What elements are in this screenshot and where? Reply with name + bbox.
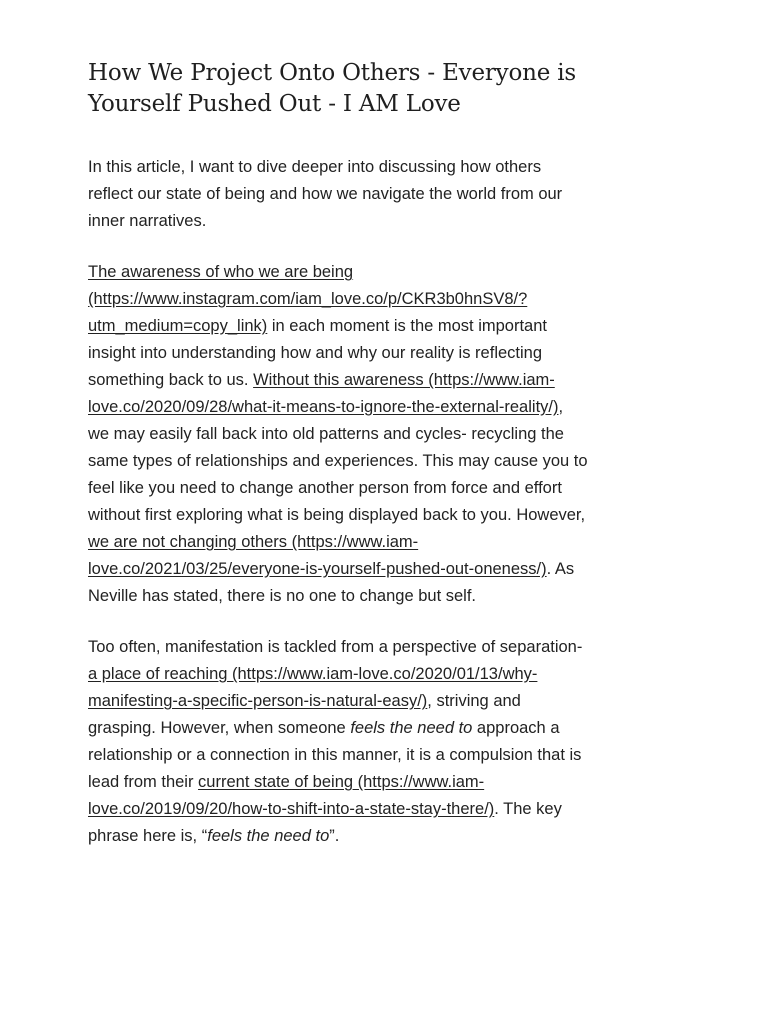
place-of-reaching-link[interactable]: a place of reaching (https://www.iam-love.co/2020/01/13/why-manifesting-a-specific-person-is-natural-easy/): [88, 665, 538, 710]
without-awareness-link[interactable]: Without this awareness (https://www.iam-love.co/2020/09/28/what-it-means-to-ignore-the-external-reality/): [88, 371, 559, 416]
current-state-link[interactable]: current state of being (https://www.iam-love.co/2019/09/20/how-to-shift-into-a-state-stay-there/): [88, 773, 495, 818]
not-changing-others-link[interactable]: we are not changing others (https://www.iam-love.co/2021/03/25/everyone-is-yourself-pushed-out-oneness/): [88, 533, 547, 578]
awareness-paragraph: [88, 259, 588, 610]
awareness-instagram-link[interactable]: The awareness of who we are being (https://www.instagram.com/iam_love.co/p/CKR3b0hnSV8/?utm_medium=copy_link): [88, 263, 528, 335]
paragraph-text: , we may easily fall back into old patterns and cycles- recycling the same types of relationships and experiences. This may cause you to feel like you need to change another person from force and effort without first exploring what is being displayed back to you. However,: [88, 398, 588, 524]
paragraph-text: . As Neville has stated, there is no one to change but self.: [88, 560, 575, 605]
paragraph-text: Too often, manifestation is tackled from a perspective of separation-: [88, 638, 583, 656]
paragraph-text: , striving and grasping. However, when someone: [88, 692, 521, 737]
manifestation-paragraph: [88, 634, 588, 850]
intro-paragraph: In this article, I want to dive deeper into discussing how others reflect our state of being and how we navigate the world from our inner narratives.: [88, 158, 563, 230]
emphasis-text: feels the need to: [350, 719, 473, 737]
paragraph-text: in each moment is the most important insight into understanding how and why our reality is reflecting something back to us.: [88, 317, 547, 389]
paragraph-text: approach a relationship or a connection in this manner, it is a compulsion that is lead from their: [88, 719, 582, 791]
article-title: How We Project Onto Others - Everyone is Yourself Pushed Out - I AM Love: [88, 60, 576, 117]
paragraph-text: . The key phrase here is, “: [88, 800, 562, 845]
emphasis-text: feels the need to: [207, 827, 330, 845]
article: [88, 58, 588, 850]
paragraph-text: ”.: [329, 827, 340, 845]
